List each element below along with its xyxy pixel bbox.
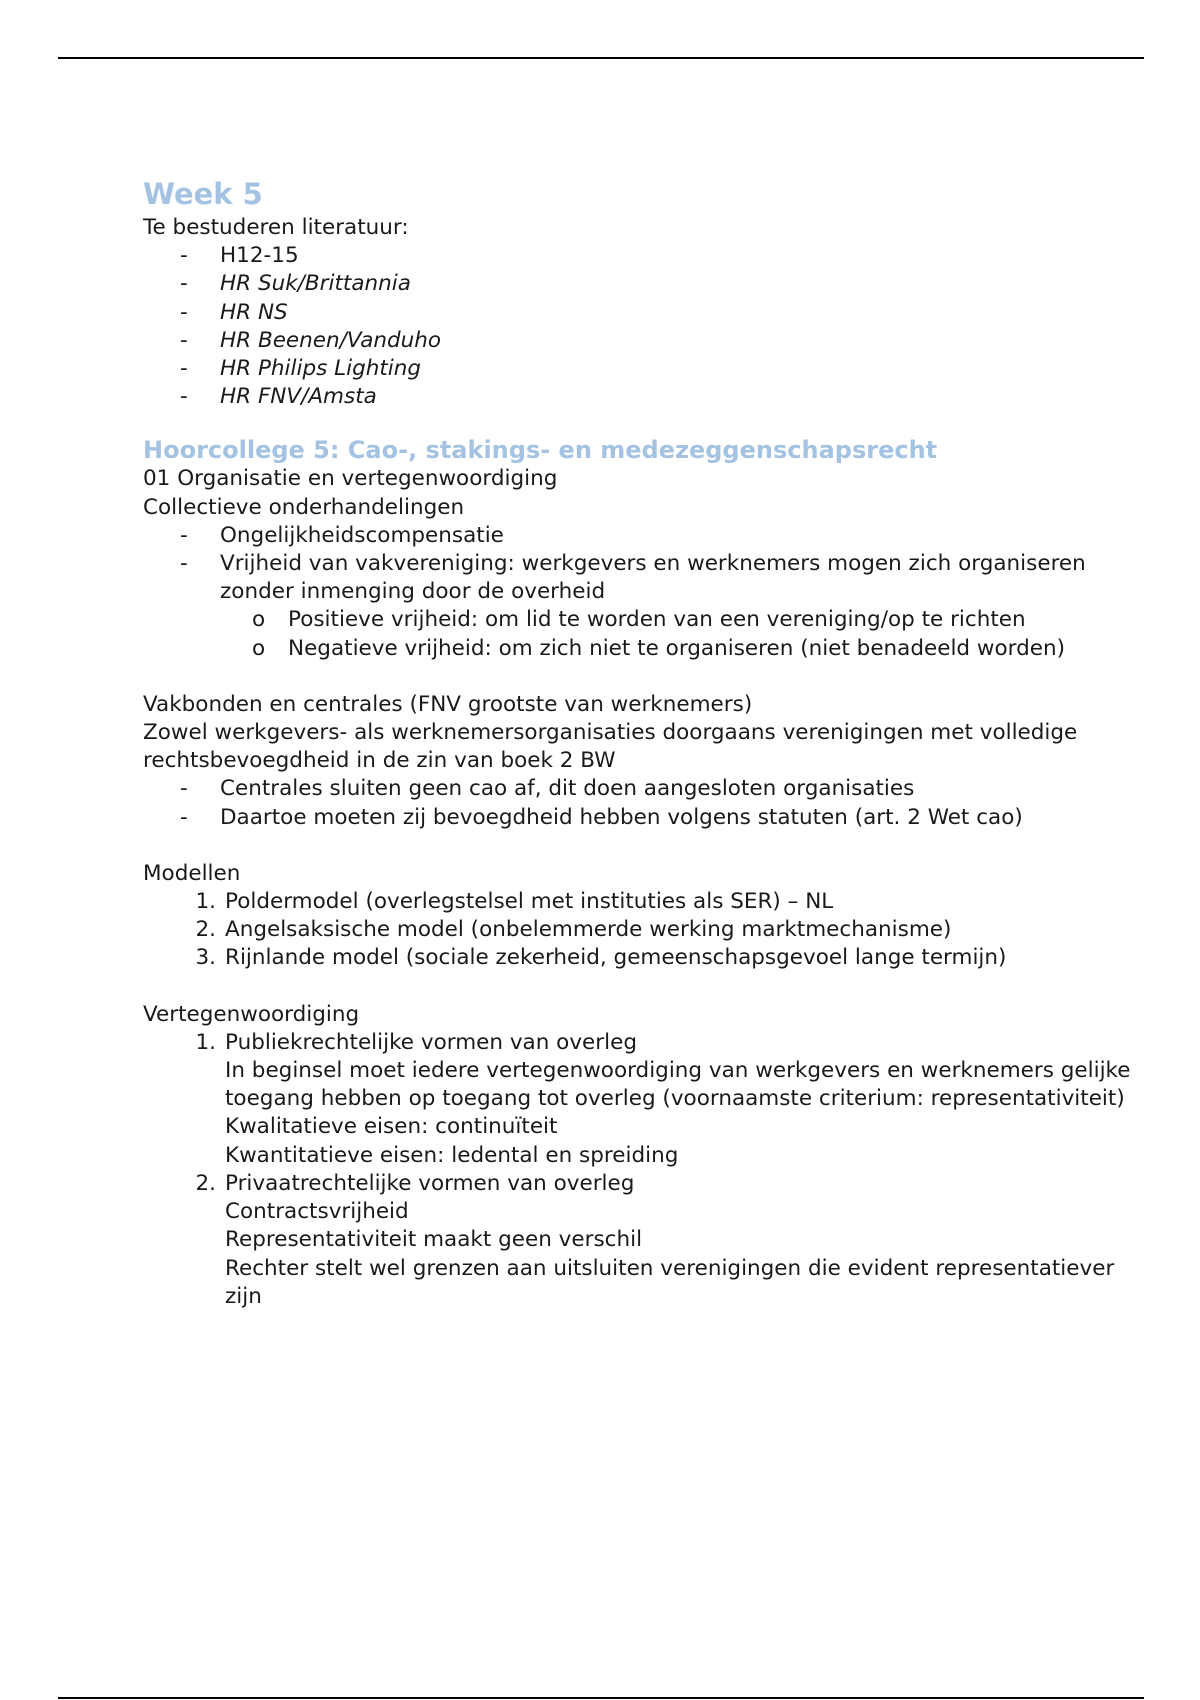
list-item-text: Daartoe moeten zij bevoegdheid hebben volgens statuten (art. 2 Wet cao): [220, 804, 1023, 830]
numbered-item-text: Rijnlande model (sociale zekerheid, gemeenschapsgevoel lange termijn): [225, 945, 1007, 971]
detail-line: Kwantitatieve eisen: ledental en spreiding: [225, 1142, 679, 1168]
section-title: 01 Organisatie en vertegenwoordiging: [143, 466, 558, 492]
representation-list: [143, 1029, 1143, 1311]
detail-line: In beginsel moet iedere vertegenwoordiging van werkgevers en werknemers gelijke toegang hebben op toegang tot overleg (voornaamste criterium: representativiteit): [225, 1058, 1131, 1112]
numbered-item: [143, 916, 1143, 944]
document-body: [143, 176, 1143, 1311]
week-title: Week 5: [143, 177, 263, 211]
circle-bullet: o: [252, 635, 266, 661]
dash-bullet: -: [180, 804, 188, 830]
list-item: [143, 775, 1143, 803]
numbered-item: [143, 1029, 1143, 1057]
item-number: 3.: [195, 945, 216, 971]
models-heading: Modellen: [143, 860, 241, 886]
item-number: 2.: [195, 917, 216, 943]
unions-line: Vakbonden en centrales (FNV grootste van werknemers): [143, 691, 753, 717]
list-item: [143, 804, 1143, 832]
dash-bullet: -: [180, 327, 188, 353]
item-number: 1.: [195, 1029, 216, 1055]
list-item-text: Centrales sluiten geen cao af, dit doen aangesloten organisaties: [220, 776, 915, 802]
dash-bullet: -: [180, 243, 188, 269]
numbered-item: [143, 888, 1143, 916]
literature-label: Te bestuderen literatuur:: [143, 215, 409, 240]
sub-list-item: [143, 606, 1143, 634]
list-item-text: HR NS: [220, 299, 288, 325]
unions-list: [143, 775, 1143, 831]
models-list: [143, 888, 1143, 973]
header-rule: [58, 57, 1144, 59]
collective-list: [143, 522, 1143, 663]
detail-line: Kwalitatieve eisen: continuïteit: [225, 1114, 558, 1140]
detail-line: Contractsvrijheid: [225, 1199, 409, 1225]
dash-bullet: -: [180, 299, 188, 325]
list-item-text: HR FNV/Amsta: [220, 384, 377, 410]
sub-list-item-text: Positieve vrijheid: om lid te worden van een vereniging/op te richten: [288, 607, 1026, 633]
numbered-item-text: Privaatrechtelijke vormen van overleg: [225, 1170, 635, 1196]
numbered-item: [143, 1170, 1143, 1198]
collective-heading: Collectieve onderhandelingen: [143, 494, 465, 520]
representation-heading: Vertegenwoordiging: [143, 1001, 360, 1027]
lecture-title: Hoorcollege 5: Cao-, stakings- en medezeggenschapsrecht: [143, 436, 938, 465]
item-number: 2.: [195, 1170, 216, 1196]
list-item: [143, 270, 1143, 298]
list-item-text: Ongelijkheidscompensatie: [220, 522, 504, 548]
list-item: [143, 522, 1143, 550]
footer-rule: [58, 1697, 1144, 1699]
dash-bullet: -: [180, 384, 188, 410]
list-item: [143, 383, 1143, 411]
numbered-item-text: Publiekrechtelijke vormen van overleg: [225, 1029, 637, 1055]
circle-bullet: o: [252, 607, 266, 633]
list-item: [143, 299, 1143, 327]
detail-line: Rechter stelt wel grenzen aan uitsluiten verenigingen die evident representatiever zijn: [225, 1255, 1115, 1309]
list-item: [143, 550, 1143, 606]
numbered-item: [143, 944, 1143, 972]
list-item-text: HR Philips Lighting: [220, 356, 422, 382]
list-item-text: HR Beenen/Vanduho: [220, 327, 442, 353]
dash-bullet: -: [180, 271, 188, 297]
numbered-item-text: Angelsaksische model (onbelemmerde werking marktmechanisme): [225, 917, 952, 943]
list-item-text: HR Suk/Brittannia: [220, 271, 411, 297]
item-number: 1.: [195, 889, 216, 915]
dash-bullet: -: [180, 522, 188, 548]
literature-list: [143, 242, 1143, 411]
list-item: [143, 327, 1143, 355]
list-item: [143, 242, 1143, 270]
list-item: [143, 355, 1143, 383]
sub-list-item-text: Negatieve vrijheid: om zich niet te organiseren (niet benadeeld worden): [288, 635, 1065, 661]
list-item-text: H12-15: [220, 243, 299, 269]
dash-bullet: -: [180, 776, 188, 802]
sub-list-item: [143, 635, 1143, 663]
numbered-item-text: Poldermodel (overlegstelsel met instituties als SER) – NL: [225, 889, 834, 915]
dash-bullet: -: [180, 356, 188, 382]
list-item-text: Vrijheid van vakvereniging: werkgevers en werknemers mogen zich organiseren zonder inmenging door de overheid: [220, 551, 1086, 605]
detail-line: Representativiteit maakt geen verschil: [225, 1227, 643, 1253]
unions-paragraph: Zowel werkgevers- als werknemersorganisaties doorgaans verenigingen met volledige rechtsbevoegdheid in de zin van boek 2 BW: [143, 720, 1078, 774]
dash-bullet: -: [180, 551, 188, 577]
